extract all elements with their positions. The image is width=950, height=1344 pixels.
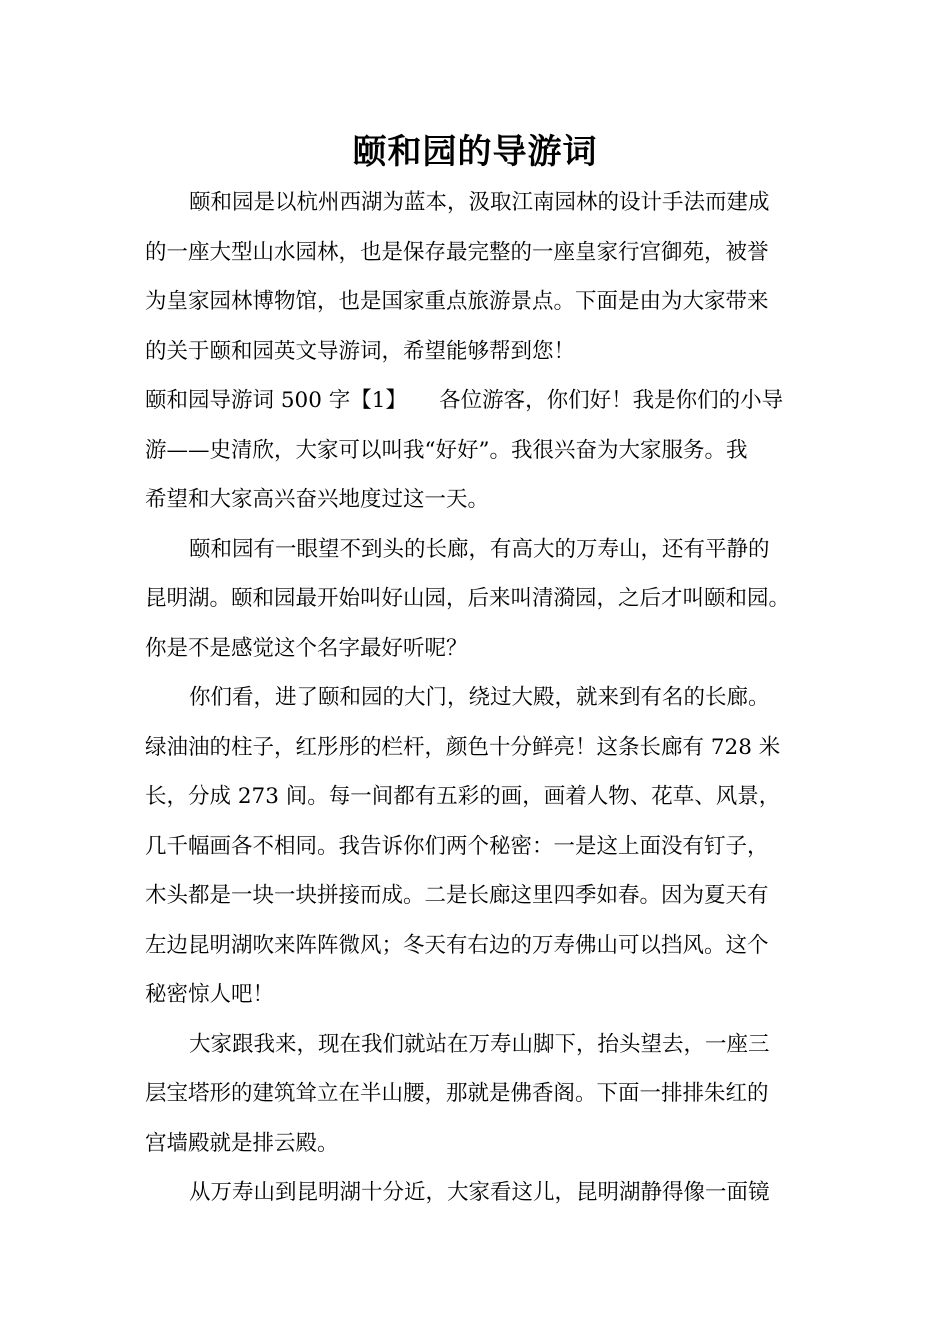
section-heading-line: 颐和园导游词 500 字【1】 各位游客，你们好！我是你们的小导 <box>145 388 784 413</box>
document-body <box>145 178 825 1218</box>
paragraph-line: 左边昆明湖吹来阵阵微风；冬天有右边的万寿佛山可以挡风。这个 <box>145 932 769 958</box>
paragraph-line: 游——史清欣，大家可以叫我“好好”。我很兴奋为大家服务。我 <box>145 437 748 463</box>
paragraph-line: 你们看，进了颐和园的大门，绕过大殿，就来到有名的长廊。 <box>189 685 770 710</box>
paragraph-line: 大家跟我来，现在我们就站在万寿山脚下，抬头望去，一座三 <box>189 1031 770 1057</box>
paragraph-line: 长，分成 273 间。每一间都有五彩的画，画着人物、花草、风景， <box>145 784 781 809</box>
paragraph-line: 绿油油的柱子，红彤彤的栏杆，颜色十分鲜亮！这条长廊有 728 米 <box>145 734 781 760</box>
paragraph-line: 的一座大型山水园林，也是保存最完整的一座皇家行宫御苑，被誉 <box>145 239 769 265</box>
paragraph-line: 你是不是感觉这个名字最好听呢？ <box>145 635 468 661</box>
paragraph-line: 颐和园有一眼望不到头的长廊，有高大的万寿山，还有平静的 <box>189 536 770 562</box>
paragraph-line: 为皇家园林博物馆，也是国家重点旅游景点。下面是由为大家带来 <box>145 289 769 314</box>
paragraph-line: 颐和园是以杭州西湖为蓝本，汲取江南园林的设计手法而建成 <box>189 190 770 215</box>
document-title: 颐和园的导游词 <box>352 132 598 172</box>
paragraph-line: 从万寿山到昆明湖十分近，大家看这儿，昆明湖静得像一面镜 <box>189 1180 770 1205</box>
paragraph-line: 希望和大家高兴奋兴地度过这一天。 <box>145 487 490 512</box>
paragraph-line: 秘密惊人吧！ <box>145 982 275 1007</box>
paragraph-line: 木头都是一块一块拼接而成。二是长廊这里四季如春。因为夏天有 <box>145 883 769 908</box>
paragraph-line: 几千幅画各不相同。我告诉你们两个秘密：一是这上面没有钉子， <box>145 833 769 859</box>
paragraph-line: 宫墙殿就是排云殿。 <box>145 1130 339 1156</box>
paragraph-line: 昆明湖。颐和园最开始叫好山园，后来叫清漪园，之后才叫颐和园。 <box>145 586 791 611</box>
paragraph-line: 层宝塔形的建筑耸立在半山腰，那就是佛香阁。下面一排排朱红的 <box>145 1081 769 1106</box>
paragraph-line: 的关于颐和园英文导游词，希望能够帮到您！ <box>145 338 576 364</box>
